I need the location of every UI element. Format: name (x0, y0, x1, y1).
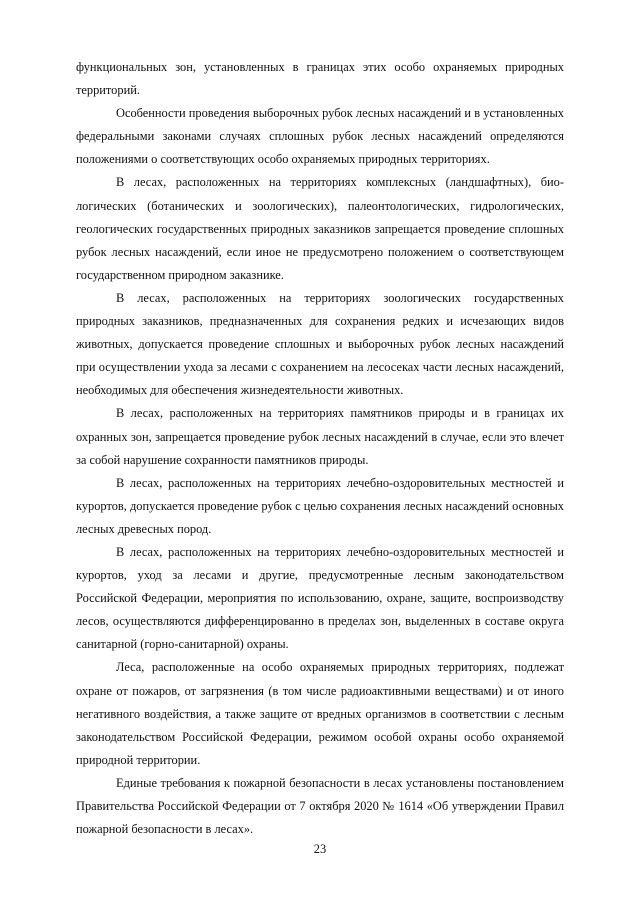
paragraph-resorts-felling: В лесах, расположенных на территориях лечебно-оздоровительных местностей и курортов, допускается проведение рубок с целью сохранения лесных насаждений основных лесных древесных пород. (76, 475, 564, 536)
paragraph-continuation: функциональных зон, установленных в границах этих особо охраняемых природных территорий. (76, 60, 564, 98)
paragraph-natural-monuments: В лесах, расположенных на территориях памятников природы и в границах их охранных зон, запрещается проведение рубок лесных насаждений в случае, если это влечет за собой нарушение сохранности памятников природы. (76, 406, 564, 467)
paragraph-resorts-care: В лесах, расположенных на территориях лечебно-оздоровительных местностей и курортов, уход за лесами и другие, предусмотренные лесным законодательством Российской Федерации, мероприятия по использованию, охране, защите, воспроизводству лесов, осуществляются дифференцированно в пределах зон, выделенных в составе округа санитарной (горно-санитарной) охраны. (76, 544, 564, 652)
paragraph-selective-felling: Особенности проведения выборочных рубок лесных насаждений и в установленных федеральными законами случаях сплошных рубок лесных насаждений определяются положениями о соответствующих особо охраняемых природных территориях. (76, 106, 564, 167)
page-number: 23 (313, 842, 327, 856)
paragraph-complex-reserves: В лесах, расположенных на территориях комплексных (ландшафтных), биологических (ботанических и зоологических), палеонтологических, гидрологических, геологических государственных природных заказников запрещается проведение сплошных рубок лесных насаждений, если иное не предусмотрено положением о соответствующем государственном природном заказнике. (76, 175, 564, 282)
paragraph-fire-safety-rules: Единые требования к пожарной безопасности в лесах установлены постановлением Правительства Российской Федерации от 7 октября 2020 № 1614 «Об утверждении Правил пожарной безопасности в лесах». (76, 775, 564, 837)
paragraph-zoological-reserves: В лесах, расположенных на территориях зоологических государственных природных заказников, предназначенных для сохранения редких и исчезающих видов животных, допускается проведение сплошных и выборочных рубок лесных насаждений при осуществлении ухода за лесами с сохранением на лесосеках части лесных насаждений, необходимых для обеспечения жизнедеятельности животных. (76, 290, 564, 398)
document-body (76, 56, 564, 841)
paragraph-fire-protection: Леса, расположенные на особо охраняемых природных территориях, подлежат охране от пожаров, от загрязнения (в том числе радиоактивными веществами) и от иного негативного воздействия, а также защите от вредных организмов в соответствии с лесным законодательством Российской Федерации, режимом особой охраны особо охраняемой природной территории. (76, 660, 564, 767)
